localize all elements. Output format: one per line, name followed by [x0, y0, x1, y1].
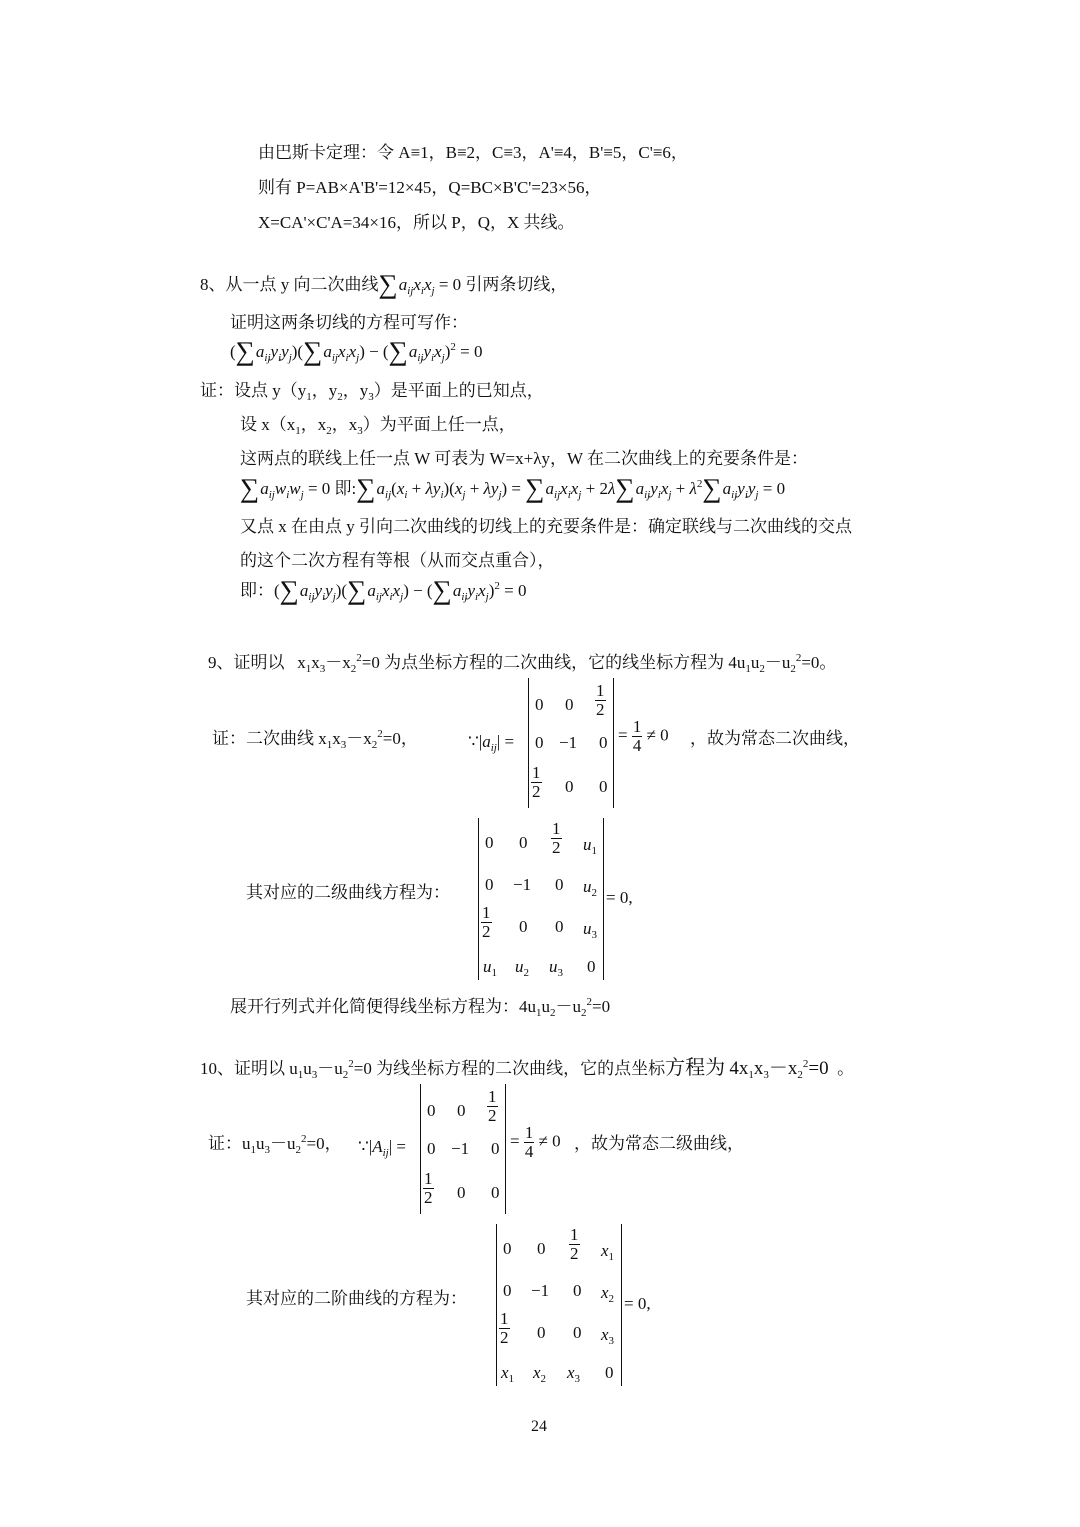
formula-tangent-pair: $(\sum a_{ij}y_iy_j)(\sum a_{ij}x_ix_j) - (\sum a_{ij}y_ix_j)^2 = 0$ — [230, 336, 483, 366]
det-10-result: = $\frac{1}{4}$ ≠ 0 — [510, 1123, 561, 1161]
problem-8-prove: 证明这两条切线的方程可写作： — [230, 313, 468, 332]
determinant-9-4x4: 0 0 $\frac{1}{2}$ $u_1$ 0 −1 0 $u_2$ $\frac{1}{2}$ 0 0 $u_3$ $u_1$ $u_2$ $u_3$ 0 — [478, 818, 604, 980]
proof-10-line: 证：$u_1u_3-u_2^2=0$， — [208, 1133, 342, 1156]
proof-8-line-3: 这两点的联线上任一点 W 可表为 W=x+λy，W 在二次曲线上的充要条件是： — [240, 449, 808, 468]
proof-8-line-1: 证：设点 $y(y_1$，$y_2$，$y_3$）是平面上的已知点， — [200, 381, 544, 403]
problem-9-heading: 9、证明以 $x_1x_3-x_2^2=0$ 为点坐标方程的二次曲线，它的线坐标方程为 $4u_1u_2-u_2^2=0$。 — [208, 652, 837, 675]
pascal-line-1: 由巴斯卡定理：令 A≡1，B≡2，C≡3，A'≡4，B'≡5，C'≡6， — [258, 143, 688, 162]
problem-10-heading: 10、证明以 $u_1u_3-u_2^2=0$ 为线坐标方程的二次曲线，它的点坐标方程为 $4x_1x_3-x_2^2=0$ 。 — [200, 1057, 855, 1081]
formula-expansion: $\sum a_{ij}w_iw_j = 0$ 即$:\sum a_{ij}(x_i + \lambda y_i)(x_j + \lambda y_j) = \sum a_{ij}x_ix_j + 2\lambda\sum a_{ij}y_ix_j + \lambda^2\sum a_{ij}y_iy_j = 0$ — [240, 473, 786, 503]
proof-8-line-5: 的这个二次方程有等根（从而交点重合）， — [240, 551, 555, 570]
det-9-4x4-result: = 0, — [606, 888, 633, 907]
proof-9-expand: 展开行列式并化简便得线坐标方程为：$4u_1u_2-u_2^2=0$ — [230, 996, 611, 1019]
pascal-line-2: 则有 P=AB×A'B'=12×45，Q=BC×B'C'=23×56， — [258, 178, 602, 197]
det-9-result: = $\frac{1}{4}$ ≠ 0 — [618, 717, 669, 755]
det-10-label: $\because|A_{ij}|$ = — [358, 1137, 406, 1159]
proof-8-line-4: 又点 x 在由点 y 引向二次曲线的切线上的充要条件是：确定联线与二次曲线的交点 — [240, 517, 852, 536]
determinant-9: 0 0 $\frac{1}{2}$ 0 −1 0 $\frac{1}{2}$ 0 0 — [528, 678, 614, 808]
proof-8-line-2: 设 $x(x_1$，$x_2$，$x_3$）为平面上任一点， — [240, 415, 516, 437]
formula-equal-roots: 即：$(\sum a_{ij}y_iy_j)(\sum a_{ij}x_ix_j) - (\sum a_{ij}y_ix_j)^2 = 0$ — [240, 575, 527, 605]
determinant-10-4x4: 0 0 $\frac{1}{2}$ $x_1$ 0 −1 0 $x_2$ $\frac{1}{2}$ 0 0 $x_3$ $x_1$ $x_2$ $x_3$ 0 — [496, 1224, 622, 1386]
proof-9-tail: ，故为常态二次曲线， — [690, 729, 860, 748]
det-9-label: $\because|a_{ij}|$ = — [468, 732, 515, 754]
det-10-4x4-result: = 0, — [624, 1294, 651, 1313]
proof-10-tail: ，故为常态二级曲线， — [574, 1134, 744, 1153]
problem-8-heading: 8、从一点 y 向二次曲线$\sum a_{ij}x_ix_j = 0$ 引两条切线， — [200, 269, 568, 299]
proof-9-line: 证：二次曲线 $x_1x_3-x_2^2=0$， — [212, 728, 418, 751]
proof-9-corr: 其对应的二级曲线方程为： — [246, 883, 450, 902]
proof-10-corr: 其对应的二阶曲线的方程为： — [246, 1289, 467, 1308]
pascal-line-3: X=CA'×C'A=34×16，所以 P，Q，X 共线。 — [258, 213, 575, 232]
determinant-10: 0 0 $\frac{1}{2}$ 0 −1 0 $\frac{1}{2}$ 0 0 — [420, 1084, 506, 1214]
page-number: 24 — [531, 1418, 547, 1435]
